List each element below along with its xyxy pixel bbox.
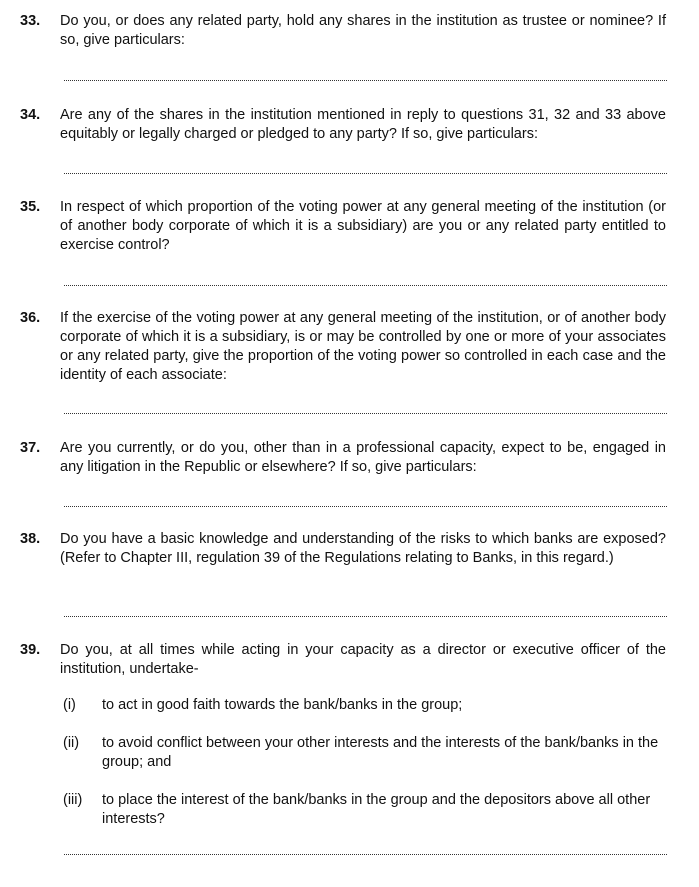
question-number: 37.: [20, 440, 41, 456]
subitem-number: (iii): [63, 792, 83, 808]
subitem-number: (ii): [63, 735, 80, 751]
question-number: 34.: [20, 107, 41, 123]
question-number: 38.: [20, 531, 41, 547]
answer-line-38[interactable]: [64, 616, 667, 617]
answer-line-33[interactable]: [64, 80, 667, 81]
subitem-text: to act in good faith towards the bank/banks in the group;: [102, 697, 463, 713]
answer-line-36[interactable]: [64, 413, 667, 414]
question-number: 36.: [20, 310, 41, 326]
question-text: Do you have a basic knowledge and understanding of the risks to which banks are exposed? (Refer to Chapter III, regulation 39 of the Regulations relating to Banks, in this regard.): [60, 531, 666, 566]
subitem-text: to place the interest of the bank/banks in the group and the depositors above all other interests?: [102, 792, 651, 827]
question-text: Are you currently, or do you, other than in a professional capacity, expect to be, engaged in any litigation in the Republic or elsewhere? If so, give particulars:: [60, 440, 666, 475]
answer-line-34[interactable]: [64, 173, 667, 174]
answer-line-35[interactable]: [64, 285, 667, 286]
question-text: Do you, or does any related party, hold any shares in the institution as trustee or nominee? If so, give particulars:: [60, 13, 666, 48]
question-text: In respect of which proportion of the voting power at any general meeting of the institution (or of another body corporate of which it is a subsidiary) are you or any related party entitled to exercise control?: [60, 199, 666, 253]
question-number: 33.: [20, 13, 41, 29]
question-number: 39.: [20, 642, 41, 658]
answer-line-37[interactable]: [64, 506, 667, 507]
question-number: 35.: [20, 199, 41, 215]
question-text: Are any of the shares in the institution mentioned in reply to questions 31, 32 and 33 above equitably or legally charged or pledged to any party? If so, give particulars:: [60, 107, 666, 142]
subitem-number: (i): [63, 697, 76, 713]
subitem-text: to avoid conflict between your other interests and the interests of the bank/banks in the group; and: [102, 735, 659, 770]
question-text: If the exercise of the voting power at any general meeting of the institution, or of another body corporate of which it is a subsidiary, is or may be controlled by one or more of your associates or any related party, give the proportion of the voting power so controlled in each case and the identity of each associate:: [60, 310, 666, 383]
answer-line-39[interactable]: [64, 854, 667, 855]
question-text: Do you, at all times while acting in your capacity as a director or executive officer of the institution, undertake-: [60, 642, 666, 677]
